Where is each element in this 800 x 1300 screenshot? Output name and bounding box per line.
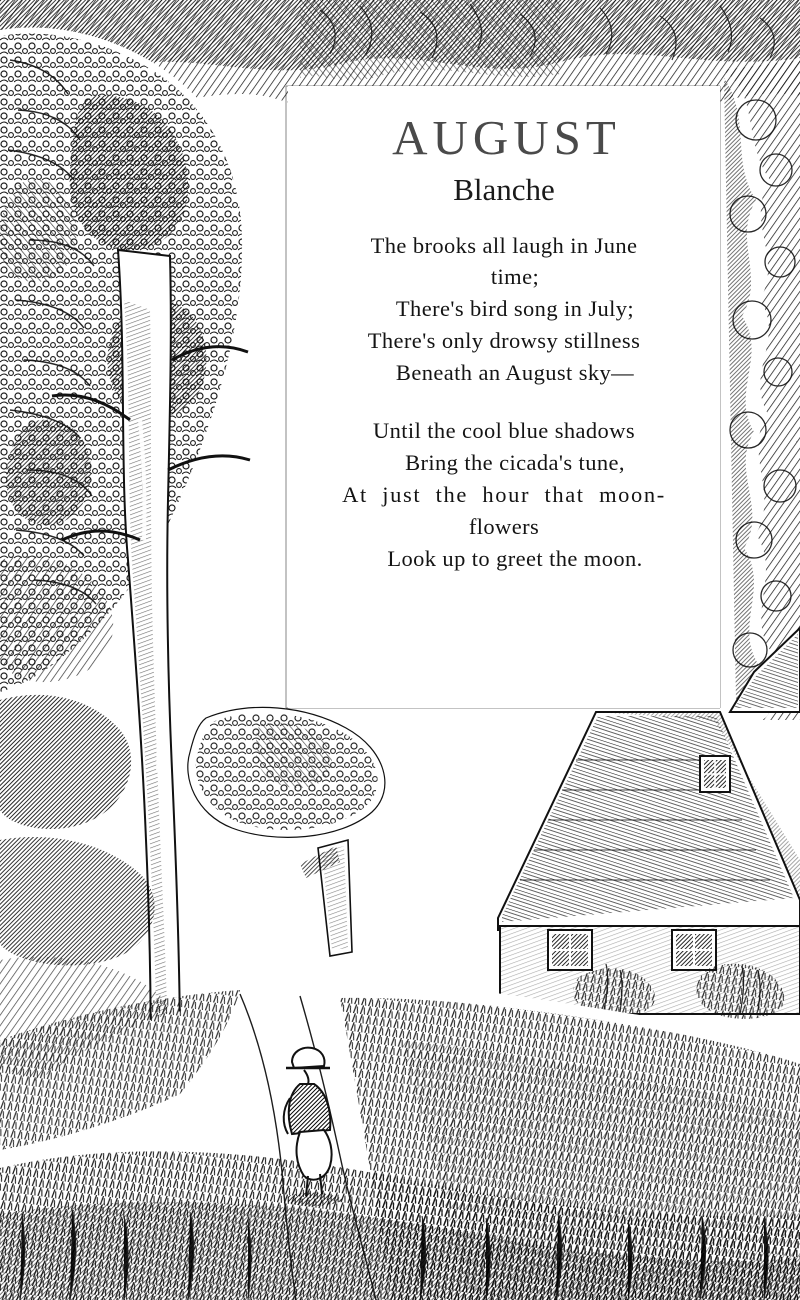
- poem-line: There's bird song in July;: [395, 296, 635, 322]
- poem-panel: [288, 86, 720, 708]
- poem-line: flowers: [468, 514, 540, 540]
- poem-line: The brooks all laugh in June: [370, 232, 638, 258]
- poem-author: Blanche: [453, 172, 555, 208]
- poem-line: Until the cool blue shadows: [372, 418, 635, 444]
- poem-line: Beneath an August sky—: [395, 360, 635, 386]
- poem-line: time;: [490, 264, 540, 290]
- poem-line: Bring the cicada's tune,: [405, 450, 625, 476]
- page-title: AUGUST: [392, 110, 621, 165]
- poem-line: Look up to greet the moon.: [387, 545, 643, 571]
- poem-line: At just the hour that moon-: [342, 482, 666, 508]
- poem-stanza: [308, 230, 700, 390]
- poem-stanza: [308, 415, 700, 575]
- poem-line: There's only drowsy stillness: [367, 328, 641, 354]
